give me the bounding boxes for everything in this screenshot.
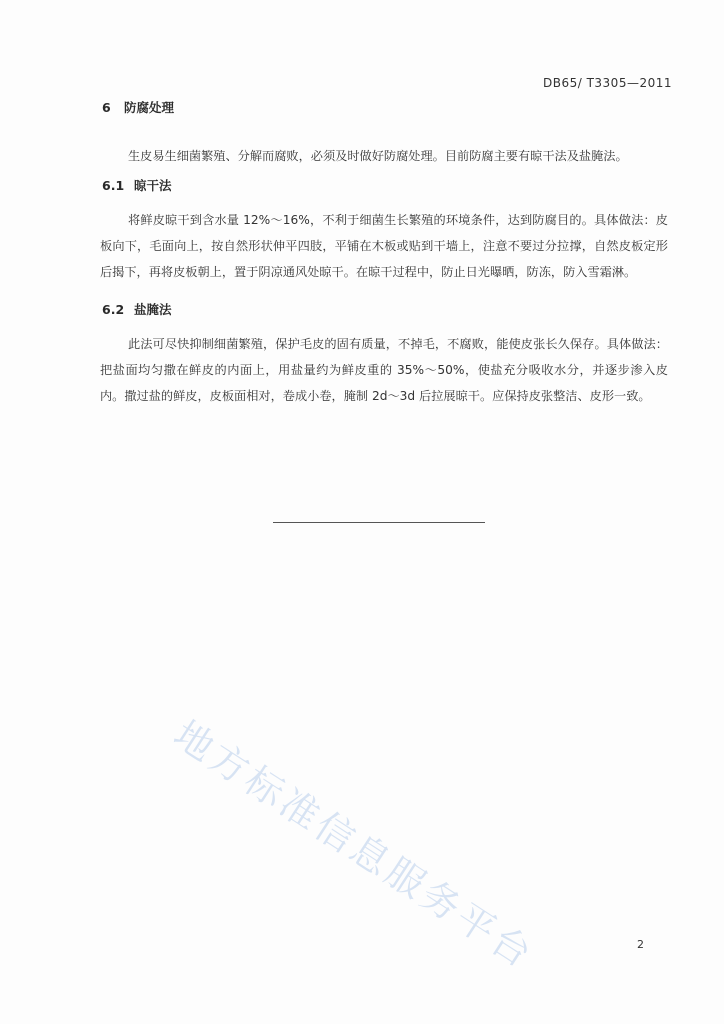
section-6-2-number: 6.2 <box>102 302 125 317</box>
end-of-text-rule <box>273 522 485 523</box>
section-6-intro: 生皮易生细菌繁殖、分解而腐败，必须及时做好防腐处理。目前防腐主要有晾干法及盐腌法。 <box>128 149 628 163</box>
document-code: DB65/ T3305—2011 <box>542 76 672 90</box>
section-6-number: 6 <box>102 100 111 115</box>
section-6-1-title: 晾干法 <box>134 178 172 193</box>
section-6-title: 防腐处理 <box>124 100 175 115</box>
section-6-2-heading <box>102 300 172 318</box>
section-6-heading <box>102 98 174 116</box>
section-6-1-body: 将鲜皮晾干到含水量 12%～16%，不利于细菌生长繁殖的环境条件，达到防腐目的。具体做法：皮板向下，毛面向上，按自然形状伸平四肢，平铺在木板或贴到干墙上，注意不要过分拉撑，自然皮板定形后揭下，再将皮板朝上，置于阴凉通风处晾干。在晾干过程中，防止日光曝晒，防冻，防入雪霜淋。 <box>100 213 668 279</box>
watermark: 地方标准信息服务平台 <box>166 711 543 978</box>
section-6-1-heading <box>102 176 172 194</box>
section-6-1-number: 6.1 <box>102 178 125 193</box>
section-6-2-title: 盐腌法 <box>134 302 172 317</box>
page-number: 2 <box>637 938 644 951</box>
section-6-2-body: 此法可尽快抑制细菌繁殖，保护毛皮的固有质量，不掉毛，不腐败，能使皮张长久保存。具体做法：把盐面均匀撒在鲜皮的内面上，用盐量约为鲜皮重的 35%～50%，使盐充分吸收水分，并逐步渗入皮内。撒过盐的鲜皮，皮板面相对，卷成小卷，腌制 2d～3d 后拉展晾干。应保持皮张整洁、皮形一致。 <box>100 337 668 403</box>
